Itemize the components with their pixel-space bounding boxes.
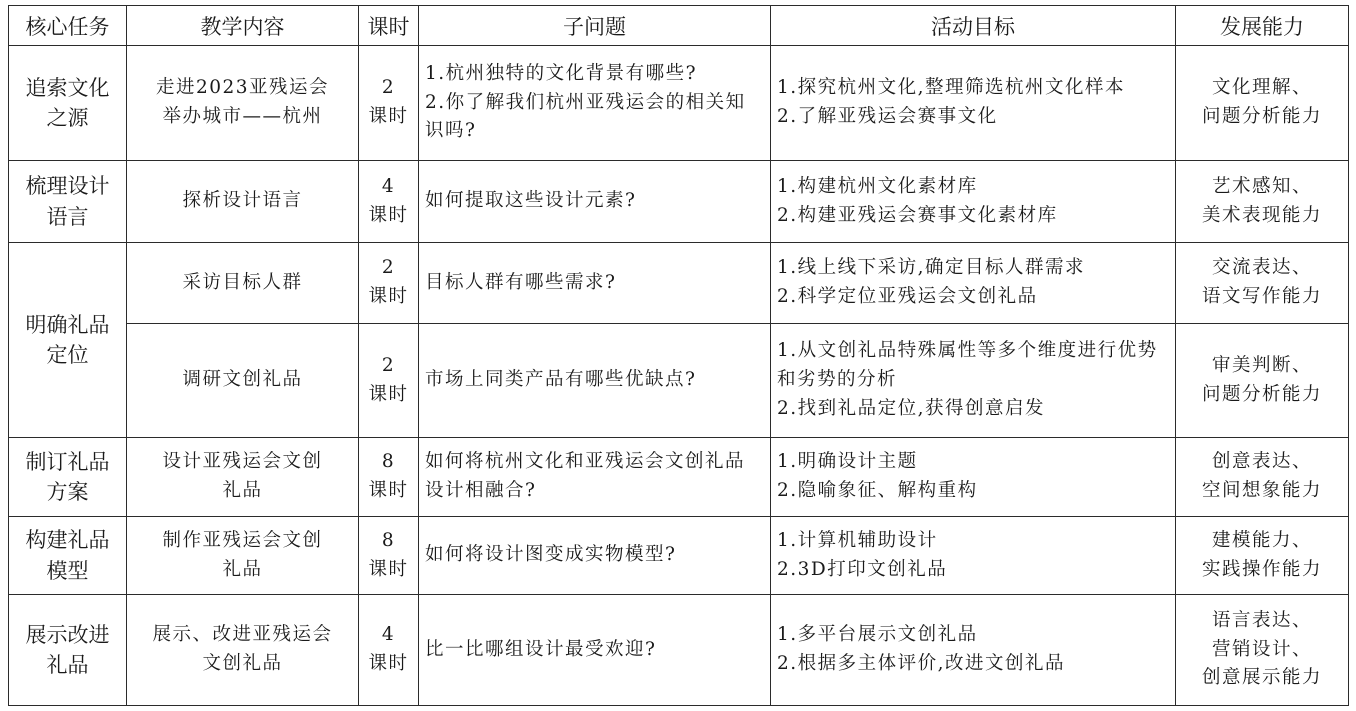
content-cell: 设计亚残运会文创 礼品 bbox=[127, 438, 359, 517]
table-row bbox=[9, 517, 1349, 595]
core-task-cell: 制订礼品 方案 bbox=[9, 438, 127, 517]
hours-cell: 2 课时 bbox=[359, 324, 419, 438]
table-row bbox=[9, 324, 1349, 438]
questions-cell: 1.杭州独特的文化背景有哪些? 2.你了解我们杭州亚残运会的相关知识吗? bbox=[419, 46, 771, 161]
abilities-cell: 语言表达、 营销设计、 创意展示能力 bbox=[1176, 595, 1349, 706]
core-task-cell: 追索文化 之源 bbox=[9, 46, 127, 161]
header-hours: 课时 bbox=[359, 6, 419, 46]
header-core-task: 核心任务 bbox=[9, 6, 127, 46]
hours-cell: 2 课时 bbox=[359, 243, 419, 324]
questions-cell: 如何将设计图变成实物模型? bbox=[419, 517, 771, 595]
abilities-cell: 建模能力、 实践操作能力 bbox=[1176, 517, 1349, 595]
goals-cell: 1.计算机辅助设计 2.3D打印文创礼品 bbox=[771, 517, 1176, 595]
header-row bbox=[9, 6, 1349, 46]
goals-cell: 1.多平台展示文创礼品 2.根据多主体评价,改进文创礼品 bbox=[771, 595, 1176, 706]
table-row bbox=[9, 243, 1349, 324]
goals-cell: 1.探究杭州文化,整理筛选杭州文化样本 2.了解亚残运会赛事文化 bbox=[771, 46, 1176, 161]
abilities-cell: 创意表达、 空间想象能力 bbox=[1176, 438, 1349, 517]
core-task-cell: 构建礼品 模型 bbox=[9, 517, 127, 595]
content-cell: 制作亚残运会文创 礼品 bbox=[127, 517, 359, 595]
questions-cell: 如何将杭州文化和亚残运会文创礼品设计相融合? bbox=[419, 438, 771, 517]
hours-cell: 8 课时 bbox=[359, 517, 419, 595]
abilities-cell: 交流表达、 语文写作能力 bbox=[1176, 243, 1349, 324]
abilities-cell: 审美判断、 问题分析能力 bbox=[1176, 324, 1349, 438]
content-cell: 走进2023亚残运会 举办城市——杭州 bbox=[127, 46, 359, 161]
table-row bbox=[9, 46, 1349, 161]
table-row bbox=[9, 595, 1349, 706]
content-cell: 探析设计语言 bbox=[127, 161, 359, 243]
goals-cell: 1.明确设计主题 2.隐喻象征、解构重构 bbox=[771, 438, 1176, 517]
header-activity-goals: 活动目标 bbox=[771, 6, 1176, 46]
hours-cell: 2 课时 bbox=[359, 46, 419, 161]
content-cell: 调研文创礼品 bbox=[127, 324, 359, 438]
goals-cell: 1.从文创礼品特殊属性等多个维度进行优势和劣势的分析 2.找到礼品定位,获得创意启发 bbox=[771, 324, 1176, 438]
header-abilities: 发展能力 bbox=[1176, 6, 1349, 46]
table-row bbox=[9, 161, 1349, 243]
questions-cell: 目标人群有哪些需求? bbox=[419, 243, 771, 324]
goals-cell: 1.线上线下采访,确定目标人群需求 2.科学定位亚残运会文创礼品 bbox=[771, 243, 1176, 324]
abilities-cell: 艺术感知、 美术表现能力 bbox=[1176, 161, 1349, 243]
content-cell: 展示、改进亚残运会 文创礼品 bbox=[127, 595, 359, 706]
content-cell: 采访目标人群 bbox=[127, 243, 359, 324]
lesson-plan-table bbox=[8, 5, 1349, 706]
core-task-cell: 展示改进 礼品 bbox=[9, 595, 127, 706]
hours-cell: 8 课时 bbox=[359, 438, 419, 517]
goals-cell: 1.构建杭州文化素材库 2.构建亚残运会赛事文化素材库 bbox=[771, 161, 1176, 243]
core-task-cell: 明确礼品 定位 bbox=[9, 243, 127, 438]
questions-cell: 如何提取这些设计元素? bbox=[419, 161, 771, 243]
header-content: 教学内容 bbox=[127, 6, 359, 46]
header-sub-questions: 子问题 bbox=[419, 6, 771, 46]
table-row bbox=[9, 438, 1349, 517]
questions-cell: 市场上同类产品有哪些优缺点? bbox=[419, 324, 771, 438]
abilities-cell: 文化理解、 问题分析能力 bbox=[1176, 46, 1349, 161]
core-task-cell: 梳理设计 语言 bbox=[9, 161, 127, 243]
hours-cell: 4 课时 bbox=[359, 595, 419, 706]
hours-cell: 4 课时 bbox=[359, 161, 419, 243]
questions-cell: 比一比哪组设计最受欢迎? bbox=[419, 595, 771, 706]
